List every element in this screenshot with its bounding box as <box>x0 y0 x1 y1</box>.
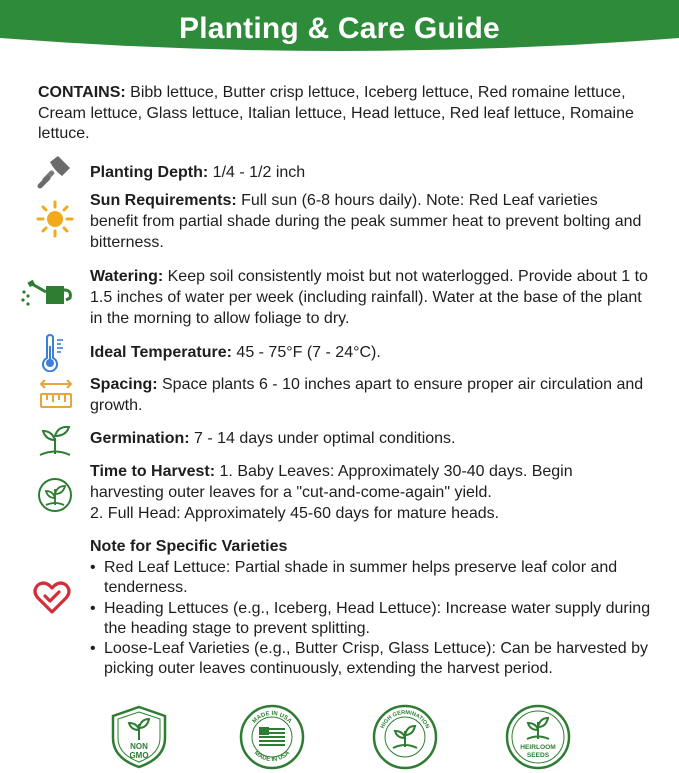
made-in-usa-badge-icon <box>239 704 305 770</box>
contains-label: CONTAINS: <box>38 84 126 101</box>
contains-text: Bibb lettuce, Butter crisp lettuce, Iceberg lettuce, Red romaine lettuce, Cream lettuce, Glass lettuce, Italian lettuce, Head lettuce, Red leaf lettuce, Romaine lettuce. <box>38 84 634 142</box>
care-item-ideal-temperature <box>90 343 650 364</box>
sun-icon <box>36 200 74 238</box>
care-item-label: Watering: <box>90 268 164 285</box>
care-item-label: Germination: <box>90 430 190 447</box>
care-item-label: Spacing: <box>90 376 158 393</box>
badge-label: NON <box>130 742 148 751</box>
heirloom-seeds-badge-icon <box>505 704 571 770</box>
care-item-text: 1/4 - 1/2 inch <box>208 164 306 181</box>
note-item: • Red Leaf Lettuce: Partial shade in summer helps preserve leaf color and tenderness. <box>90 558 660 599</box>
sprout-icon <box>36 422 74 460</box>
care-item-text: 45 - 75°F (7 - 24°C). <box>231 344 381 361</box>
care-item-text: 1. Baby Leaves: Approximately 30-40 days. Begin harvesting outer leaves for a "cut-and-come-again" yield. <box>90 463 573 501</box>
note-title: Note for Specific Varieties <box>90 538 288 555</box>
badge-label: GMO <box>129 751 149 760</box>
badge-label: HEIRLOOM <box>520 744 556 751</box>
page-title: Planting & Care Guide <box>179 12 500 45</box>
care-item-text: Space plants 6 - 10 inches apart to ensure proper air circulation and growth. <box>90 376 644 414</box>
care-item-planting-depth <box>90 163 650 184</box>
care-item-sun-requirements <box>90 191 650 253</box>
note-item: • Heading Lettuces (e.g., Iceberg, Head Lettuce): Increase water supply during the heading stage to prevent splitting. <box>90 599 660 640</box>
care-item-label: Ideal Temperature: <box>90 344 232 361</box>
care-item-label: Planting Depth: <box>90 164 209 181</box>
care-item-text: Full sun (6-8 hours daily). Note: Red Leaf varieties benefit from partial shade during the peak summer heat to prevent bolting and bitterness. <box>90 192 642 251</box>
badge-label: HIGH GERMINATION <box>379 709 431 730</box>
care-item-label: Time to Harvest: <box>90 463 216 480</box>
care-item-germination <box>90 429 650 450</box>
care-item-text: 2. Full Head: Approximately 45-60 days for mature heads. <box>90 504 500 522</box>
note-item: • Loose-Leaf Varieties (e.g., Butter Crisp, Glass Lettuce): Can be harvested by picking outer leaves continuously, extending the harvest period. <box>90 639 660 680</box>
thermometer-icon <box>40 334 70 372</box>
badge-label: MADE IN USA <box>252 750 292 764</box>
care-item-label: Sun Requirements: <box>90 192 237 209</box>
trowel-icon <box>36 152 74 190</box>
note-list <box>90 558 660 680</box>
care-item-watering <box>90 267 650 329</box>
non-gmo-badge-icon <box>106 704 172 770</box>
high-germination-badge-icon <box>372 704 438 770</box>
care-item-spacing <box>90 375 650 417</box>
harvest-icon <box>36 476 74 514</box>
badge-label: MADE IN USA <box>251 710 293 725</box>
care-item-time-to-harvest <box>90 462 650 524</box>
watering-can-icon <box>20 276 72 310</box>
contains-paragraph <box>38 83 658 145</box>
header-banner <box>0 0 679 64</box>
badge-label: SEEDS <box>526 752 550 759</box>
ruler-icon <box>38 378 74 410</box>
care-item-text: 7 - 14 days under optimal conditions. <box>189 430 456 447</box>
care-item-text: Keep soil consistently moist but not waterlogged. Provide about 1 to 1.5 inches of water per week (including rainfall). Water at the base of the plant in the morning to allow foliage to dry. <box>90 268 648 327</box>
heart-icon <box>32 580 72 616</box>
